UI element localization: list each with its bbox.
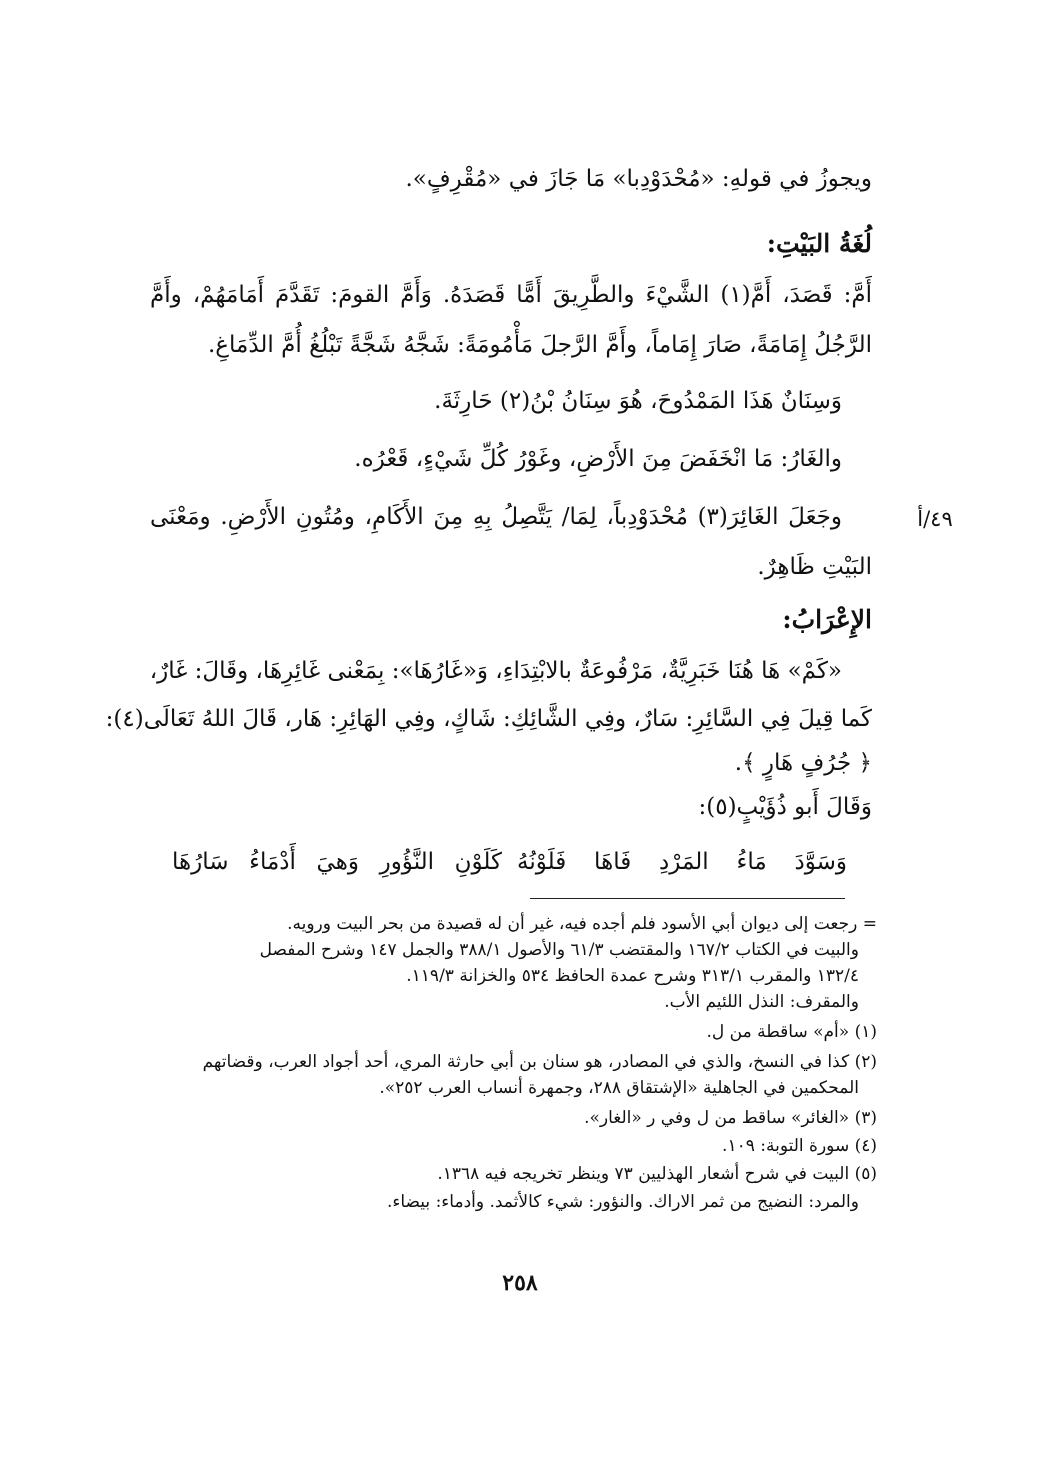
footnote-1: (١) «أم» ساقطة من ل.	[706, 1022, 877, 1042]
footnote-line: والمرد: النضيج من ثمر الاراك. والنؤور: شيء كالأثمد. وأدماء: بيضاء.	[386, 1192, 859, 1212]
section-heading-lugha: لُغَةُ البَيْتِ:	[766, 229, 872, 258]
footnote-2: (٢) كذا في النسخ، والذي في المصادر، هو سنان بن أبي حارثة المري، أحد أجواد العرب، وقضاتهم	[202, 1052, 877, 1072]
quran-quote: ﴿ جُرُفٍ هَارٍ ﴾.	[734, 750, 872, 776]
footnote-4: (٤) سورة التوبة: ١٠٩.	[722, 1136, 877, 1156]
footnote-line: والبيت في الكتاب ١٦٧/٢ والمقتضب ٦١/٣ والأصول ٣٨٨/١ والجمل ١٤٧ وشرح المفصل	[259, 940, 859, 960]
text-line: أَمَّ: قَصَدَ، أَمَّ(١) الشَّيْءَ والطَّرِيقَ أَمًّا قَصَدَهُ. وَأَمَّ القومَ: تَقَدَّمَ أَمَامَهُمْ، وأَمَّ	[150, 282, 872, 308]
margin-folio-note: ٤٩/أ	[917, 507, 953, 531]
footnote-line: والمقرف: النذل اللئيم الأب.	[664, 992, 859, 1012]
text-line: وَقَالَ أَبو ذُؤَيْبٍ(٥):	[698, 794, 872, 820]
footnote-5: (٥) البيت في شرح أشعار الهذليين ٧٣ وينظر تخريجه فيه ١٣٦٨.	[437, 1164, 877, 1184]
text-line: وجَعَلَ الغَائِرَ(٣) مُحْدَوْدِباً، لِمَا/ يَتَّصِلُ بِهِ مِنَ الأَكَامِ، ومُتُونِ الأَرْضِ. ومَعْنَى	[150, 504, 842, 530]
verse-first-hemistich: وَسَوَّدَ مَاءُ المَرْدِ فَاهَا فَلَوْنُهُ	[517, 849, 847, 875]
text-line: والغَارُ: مَا انْخَفَضَ مِنَ الأَرْضِ، وغَوْرُ كُلِّ شَيْءٍ، قَعْرُه.	[354, 446, 842, 472]
poetry-verse	[172, 842, 847, 882]
text-line: كَما قِيلَ فِي السَّائِرِ: سَارٌ، وفِي الشَّائِكِ: شَاكٍ، وفِي الهَائِرِ: هَار، قَالَ اللهُ تَعَالَى(٤):	[105, 706, 872, 732]
text-line: البَيْتِ ظَاهِرٌ.	[757, 554, 872, 580]
text-line: وَسِنَانٌ هَذَا المَمْدُوحَ، هُوَ سِنَانُ بْنُ(٢) حَارِثَةَ.	[434, 388, 842, 414]
footnote-3: (٣) «الغائر» ساقط من ل وفي ر «الغار».	[584, 1108, 877, 1128]
text-line: ويجوزُ في قولهِ: «مُحْدَوْدِبا» مَا جَازَ في «مُقْرِفٍ».	[405, 166, 872, 192]
verse-second-hemistich: كَلَوْنِ النَّؤُورِ وَهيَ أَدْمَاءُ سَارُهَا	[172, 849, 502, 875]
section-heading-irab: الإِعْرَابُ:	[782, 605, 872, 634]
footnote-line: المحكمين في الجاهلية «الإشتقاق ٢٨٨، وجمهرة أنساب العرب ٢٥٢».	[379, 1078, 859, 1098]
footnote-line: = رجعت إلى ديوان أبي الأسود فلم أجده فيه، غير أن له قصيدة من بحر البيت ورويه.	[287, 914, 877, 934]
footnote-line: ١٣٢/٤ والمقرب ٣١٣/١ وشرح عمدة الحافظ ٥٣٤ والخزانة ١١٩/٣.	[406, 966, 859, 986]
text-line: «كَمْ» هَا هُنَا خَبَرِيَّةٌ، مَرْفُوعَةٌ بالابْتِدَاءِ، وَ«غَارُهَا»: بِمَعْنى غَائِرِهَا، وقَالَ: غَارٌ،	[149, 658, 842, 684]
text-line: الرَّجُلُ إِمَامَةً، صَارَ إِمَاماً، وأَمَّ الرَّجلَ مَأْمُومَةً: شَجَّهُ شَجَّةً تَبْلُغُ أُمَّ الدِّمَاغِ.	[207, 332, 872, 358]
page-number: ٢٥٨	[502, 1270, 538, 1296]
footnote-separator	[530, 898, 845, 899]
